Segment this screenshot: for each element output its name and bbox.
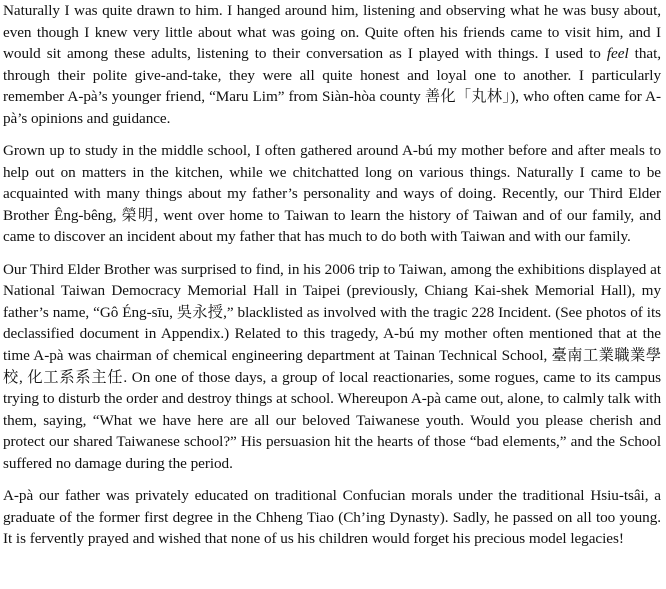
paragraph-3: Our Third Elder Brother was surprised to find, in his 2006 trip to Taiwan, among the exhibitions displayed at National Taiwan Democracy Memorial Hall in Taipei (previously, Chiang Kai-shek Memorial Hall), my father’s name, “Gô Éng-sīu, 吳永授,” blacklisted as involved with the tragic 228 Incident. (See photos of its declassified document in Appendix.) Related to this tragedy, A-bú my mother often mentioned that at the time A-pà was chairman of chemical engineering department at Tainan Technical School, 臺南工業職業學校, 化工系系主任. On one of those days, a group of local reactionaries, some rogues, came to its campus trying to disturb the order and destroy things at school. Whereupon A-pà came out, alone, to calmly talk with them, saying, “What we have here are all our beloved Taiwanese youth. Would you please cherish and protect our shared Taiwanese school?” His persuasion hit the hearts of those “bad elements,” and the School suffered no damage during the period. <box>3 260 661 472</box>
document-page <box>3 0 661 550</box>
paragraph-2: Grown up to study in the middle school, I often gathered around A-bú my mother before and after meals to help out on matters in the kitchen, while we chitchatted long on various things. Naturally I came to be acquainted with many things about my father’s personality and ways of doing. Recently, our Third Elder Brother Êng-bêng, 榮明, went over home to Taiwan to learn the history of Taiwan and of our family, and came to discover an incident about my father that has much to do both with Taiwan and with our family. <box>3 142 661 246</box>
paragraph-1 <box>3 0 661 130</box>
paragraph-4: A-pà our father was privately educated on traditional Confucian morals under the traditional Hsiu-tsâi, a graduate of the former first degree in the Chheng Tiao (Ch’ing Dynasty). Sadly, he passed on all too young. It is fervently prayed and wished that none of us his children would forget his precious model legacies! <box>3 486 661 548</box>
paragraph-1-emphasis: feel <box>606 45 629 63</box>
paragraph-1-text-end: that, through their polite give-and-take, they were all quite honest and loyal one to another. I particularly remember A-pà’s younger friend, “Maru Lim” from Siàn-hòa county 善化「丸林」), who often came for A-pà’s opinions and guidance. <box>3 45 661 127</box>
paragraph-1-text-start: Naturally I was quite drawn to him. I hanged around him, listening and observing what he was busy about, even though I knew very little about what was going on. Quite often his friends came to visit him, and I would sit among these adults, listening to their conversation as I played with things. I used to <box>3 2 661 63</box>
